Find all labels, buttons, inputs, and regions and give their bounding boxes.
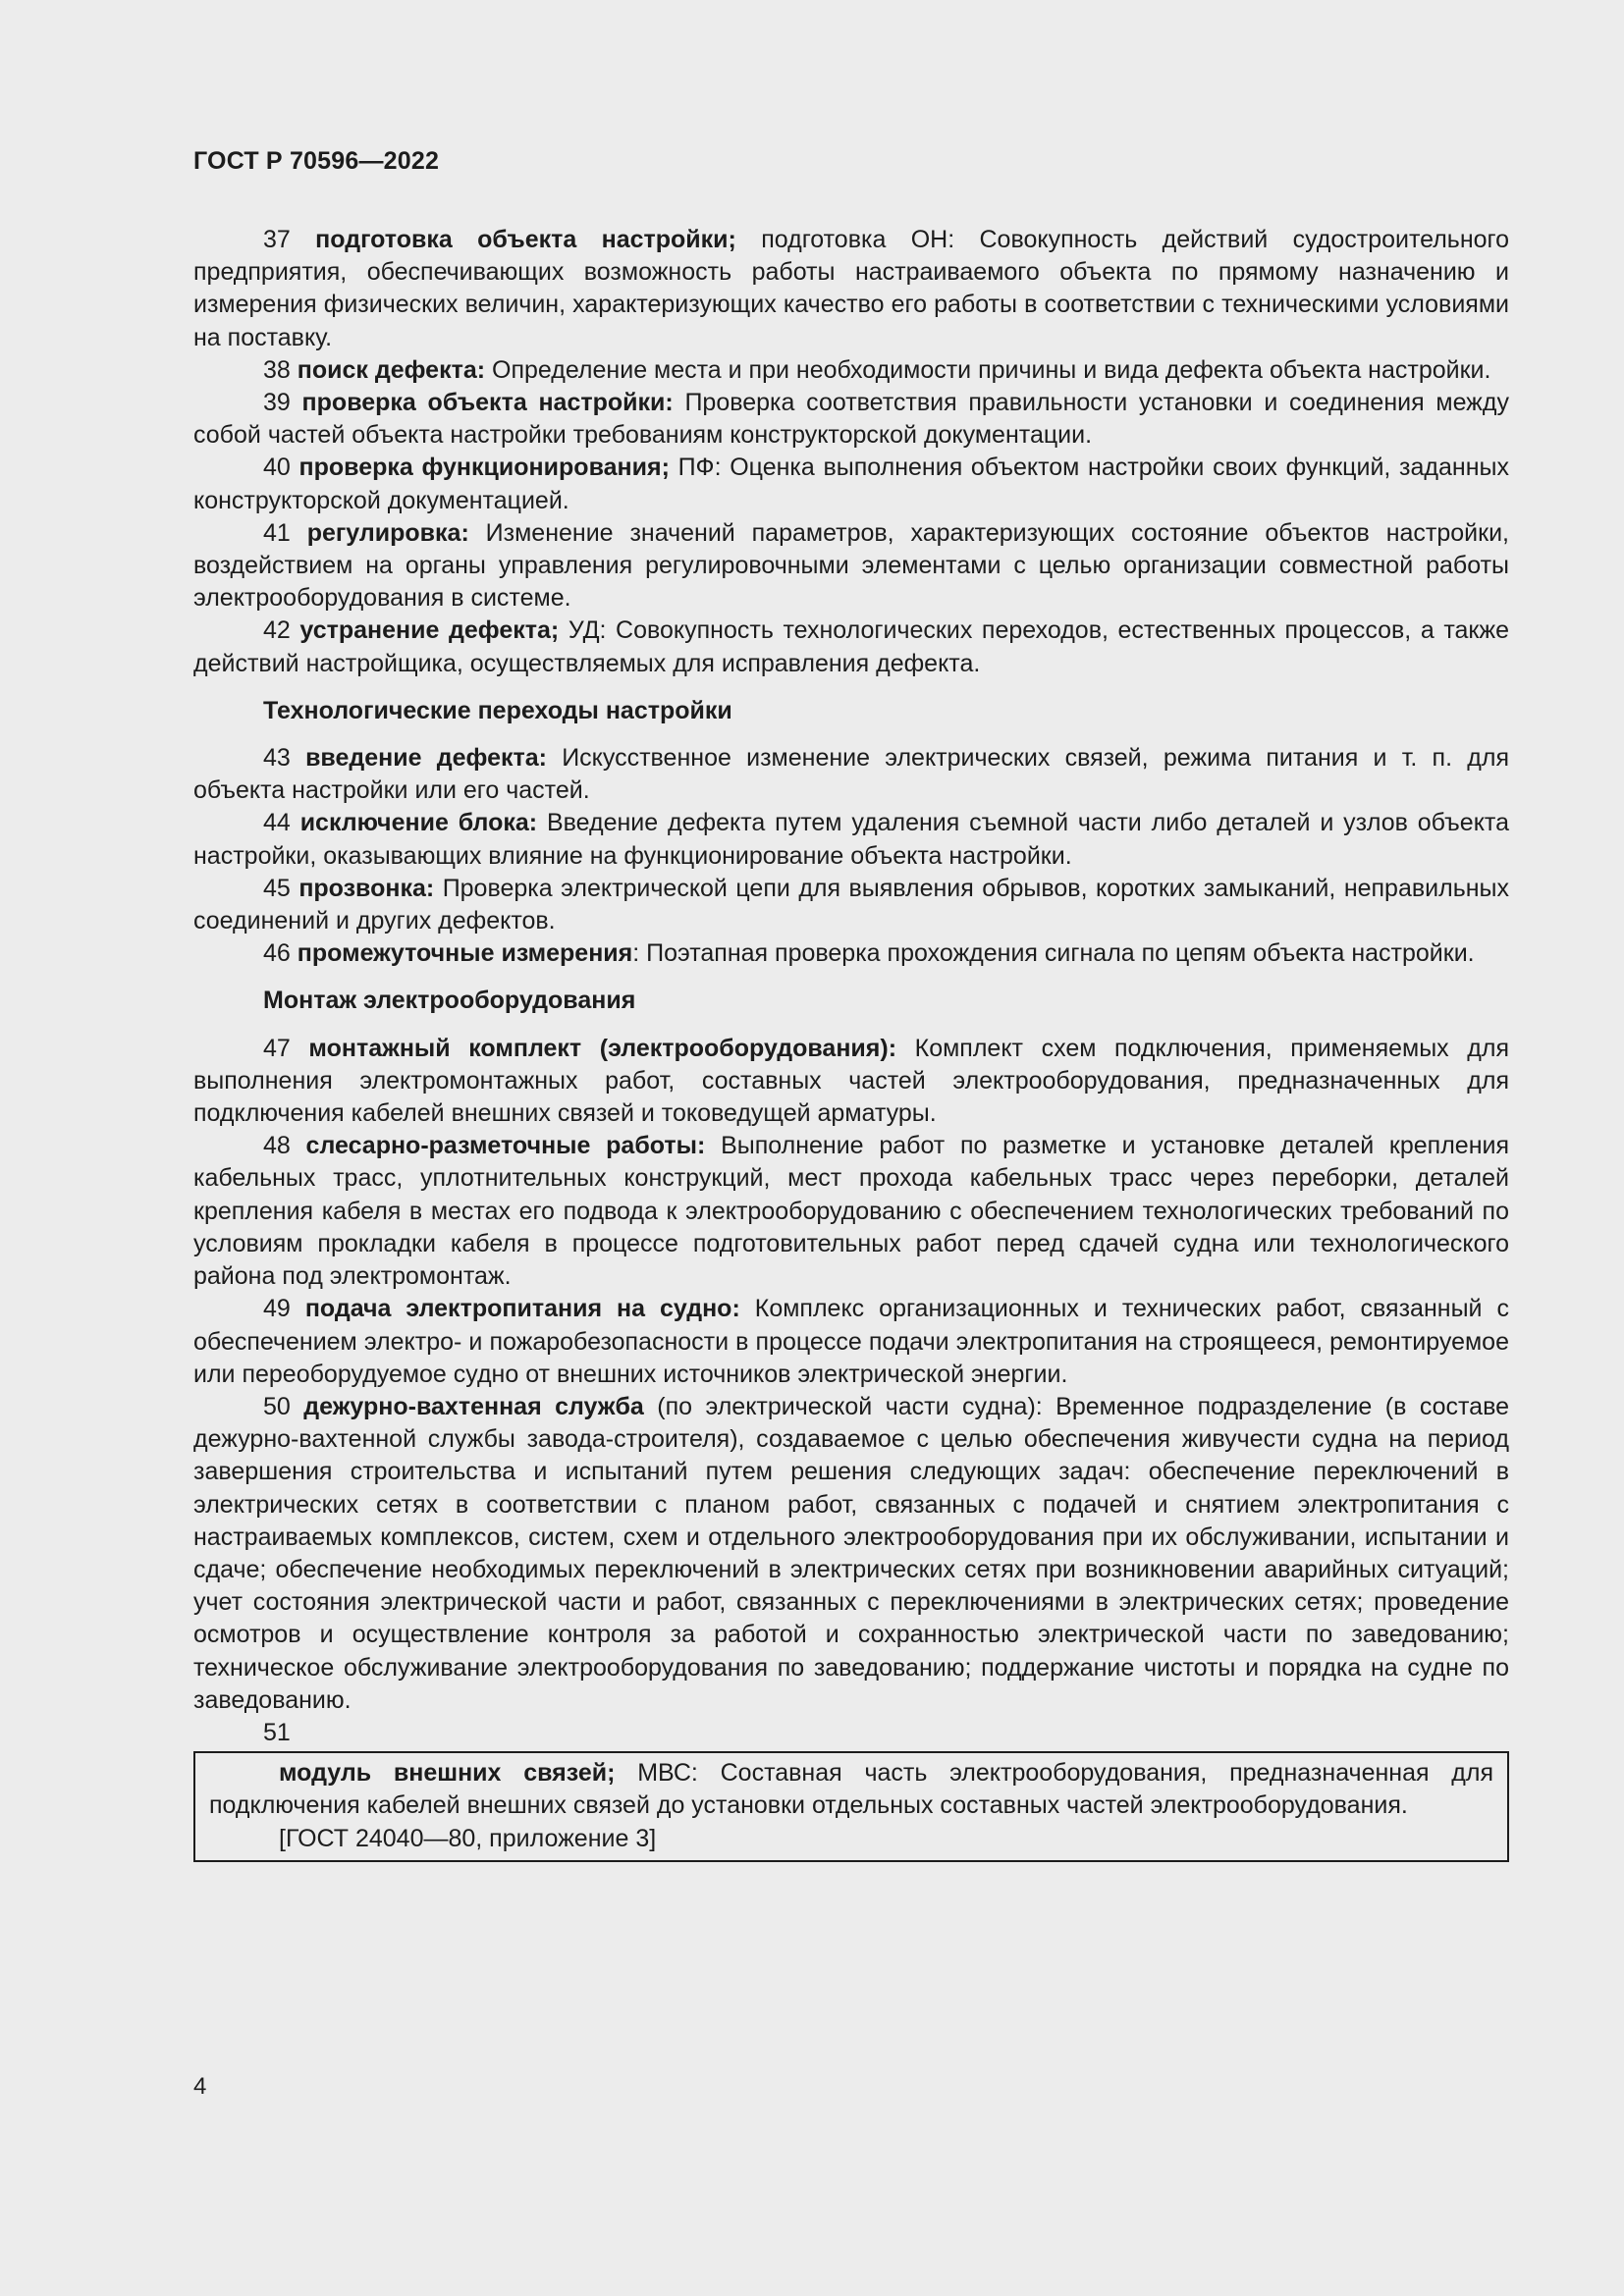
term-number: 48 bbox=[263, 1132, 291, 1160]
term-number: 44 bbox=[263, 809, 291, 837]
term-definition: Комплекс организационных и технических работ, связанный с обеспечением электро- и пожаробезопасности в процессе подачи электропитания на строящееся, ремонтируемое или переоборудуемое судно от внешних источников электрической энергии. bbox=[193, 1295, 1509, 1388]
term-number: 37 bbox=[263, 226, 291, 253]
term-definition: подготовка ОН: Совокупность действий судостроительного предприятия, обеспечивающих возможность работы настраиваемого объекта по прямому назначению и измерения физических величин, характеризующих качество его работы в соответствии с техническими условиями на поставку. bbox=[193, 226, 1509, 351]
quoted-definition-box bbox=[193, 1751, 1509, 1862]
term-title: проверка объекта настройки: bbox=[301, 389, 674, 417]
term-title: регулировка: bbox=[306, 518, 469, 547]
section-heading-tech-transitions: Технологические переходы настройки bbox=[263, 696, 732, 724]
term-number: 42 bbox=[263, 616, 291, 645]
term-definition: Комплект схем подключения, применяемых для выполнения электромонтажных работ, составных частей электрооборудования, предназначенных для подключения кабелей внешних связей и токоведущей арматуры. bbox=[193, 1034, 1509, 1128]
term-number: 50 bbox=[263, 1392, 291, 1420]
term-definition: Искусственное изменение электрических связей, режима питания и т. п. для объекта настройки или его частей. bbox=[193, 744, 1509, 805]
terms-group-installation bbox=[193, 1033, 1509, 1717]
term-number: 39 bbox=[263, 389, 291, 417]
term-entry bbox=[209, 1757, 1493, 1822]
term-definition: ПФ: Оценка выполнения объектом настройки своих функций, заданных конструкторской документацией. bbox=[193, 454, 1509, 514]
terms-group-tech-transitions bbox=[193, 742, 1509, 970]
term-title: проверка функционирования; bbox=[298, 454, 670, 482]
term-definition: Выполнение работ по разметке и установке деталей крепления кабельных трасс, уплотнительных конструкций, мест прохода кабельных трасс через переборки, деталей крепления кабеля в местах его подвода к электрооборудованию с обеспечением технологических требований по условиям прокладки кабеля в процессе подготовительных работ перед сдачей судна или технологического района под электромонтаж. bbox=[193, 1132, 1509, 1291]
term-entry bbox=[193, 937, 1509, 970]
term-definition: Проверка соответствия правильности установки и соединения между собой частей объекта настройки требованиям конструкторской документации. bbox=[193, 389, 1509, 450]
page-number: 4 bbox=[193, 2073, 207, 2100]
term-definition: Введение дефекта путем удаления съемной части либо деталей и узлов объекта настройки, оказывающих влияние на функционирование объекта настройки. bbox=[193, 809, 1509, 870]
term-entry bbox=[193, 224, 1509, 354]
term-title: устранение дефекта; bbox=[299, 616, 560, 645]
term-definition: Проверка электрической цепи для выявления обрывов, коротких замыканий, неправильных соединений и других дефектов. bbox=[193, 874, 1510, 935]
term-entry bbox=[193, 742, 1509, 807]
term-number: 41 bbox=[263, 518, 291, 547]
term-title: введение дефекта: bbox=[305, 744, 547, 773]
section-heading-installation: Монтаж электрооборудования bbox=[263, 987, 636, 1015]
term-number: 47 bbox=[263, 1034, 291, 1062]
term-title: прозвонка: bbox=[298, 874, 435, 902]
term-entry bbox=[193, 1293, 1509, 1391]
term-title: слесарно-разметочные работы: bbox=[305, 1132, 706, 1160]
term-entry bbox=[193, 452, 1509, 516]
term-number: 45 bbox=[263, 874, 291, 902]
term-definition: Определение места и при необходимости причины и вида дефекта объекта настройки. bbox=[485, 355, 1491, 384]
term-number: 40 bbox=[263, 454, 291, 482]
term-entry bbox=[193, 1130, 1509, 1293]
source-reference: [ГОСТ 24040—80, приложение 3] bbox=[279, 1824, 657, 1852]
term-title: подготовка объекта настройки; bbox=[315, 226, 736, 253]
term-entry bbox=[193, 1033, 1509, 1131]
term-definition: (по электрической части судна): Временное подразделение (в составе дежурно-вахтенной службы завода-строителя), создаваемое с целью обеспечения живучести судна на период завершения строительства и испытаний путем решения следующих задач: обеспечение переключений в электрических сетях в соответствии с планом работ, связанных с подачей и снятием электропитания с настраиваемых комплексов, систем, схем и отдельного электрооборудования при их обслуживании, испытании и сдаче; обеспечение необходимых переключений в электрических сетях при возникновении аварийных ситуаций; учет состояния электрической части и работ, связанных с переключениями в электрических сетях; проведение осмотров и осуществление контроля за работой и сохранностью электрической части по заведованию; техническое обслуживание электрооборудования по заведованию; поддержание чистоты и порядка на судне по заведованию. bbox=[193, 1392, 1509, 1714]
term-entry bbox=[193, 1391, 1509, 1717]
term-definition: : Поэтапная проверка прохождения сигнала по цепям объекта настройки. bbox=[632, 939, 1475, 968]
term-definition: Изменение значений параметров, характеризующих состояние объектов настройки, воздействием на органы управления регулировочными элементами с целью организации совместной работы электрооборудования в системе. bbox=[193, 518, 1509, 613]
term-entry bbox=[193, 614, 1509, 679]
document-body bbox=[193, 224, 1509, 1862]
term-title: модуль внешних связей; bbox=[279, 1759, 616, 1788]
term-number: 43 bbox=[263, 744, 291, 773]
term-entry bbox=[193, 354, 1509, 387]
term-title: исключение блока: bbox=[299, 809, 538, 837]
term-entry bbox=[193, 873, 1509, 937]
term-definition: МВС: Составная часть электрооборудования, предназначенная для подключения кабелей внешних связей до установки отдельных составных частей электрооборудования. bbox=[209, 1759, 1493, 1820]
term-entry bbox=[193, 387, 1509, 452]
term-number-51: 51 bbox=[263, 1718, 291, 1746]
term-number: 46 bbox=[263, 939, 291, 968]
term-entry bbox=[193, 807, 1509, 872]
term-number: 38 bbox=[263, 355, 291, 384]
term-definition: УД: Совокупность технологических переходов, естественных процессов, а также действий настройщика, осуществляемых для исправления дефекта. bbox=[193, 616, 1509, 677]
term-title: поиск дефекта: bbox=[297, 355, 486, 384]
terms-group-general bbox=[193, 224, 1509, 680]
term-title: монтажный комплект (электрооборудования): bbox=[308, 1034, 897, 1062]
term-number: 49 bbox=[263, 1295, 291, 1323]
term-entry bbox=[193, 517, 1509, 615]
document-header: ГОСТ Р 70596—2022 bbox=[193, 147, 440, 175]
term-title: промежуточные измерения bbox=[297, 939, 633, 968]
term-title: дежурно-вахтенная служба bbox=[303, 1392, 644, 1420]
term-title: подача электропитания на судно: bbox=[304, 1295, 740, 1323]
